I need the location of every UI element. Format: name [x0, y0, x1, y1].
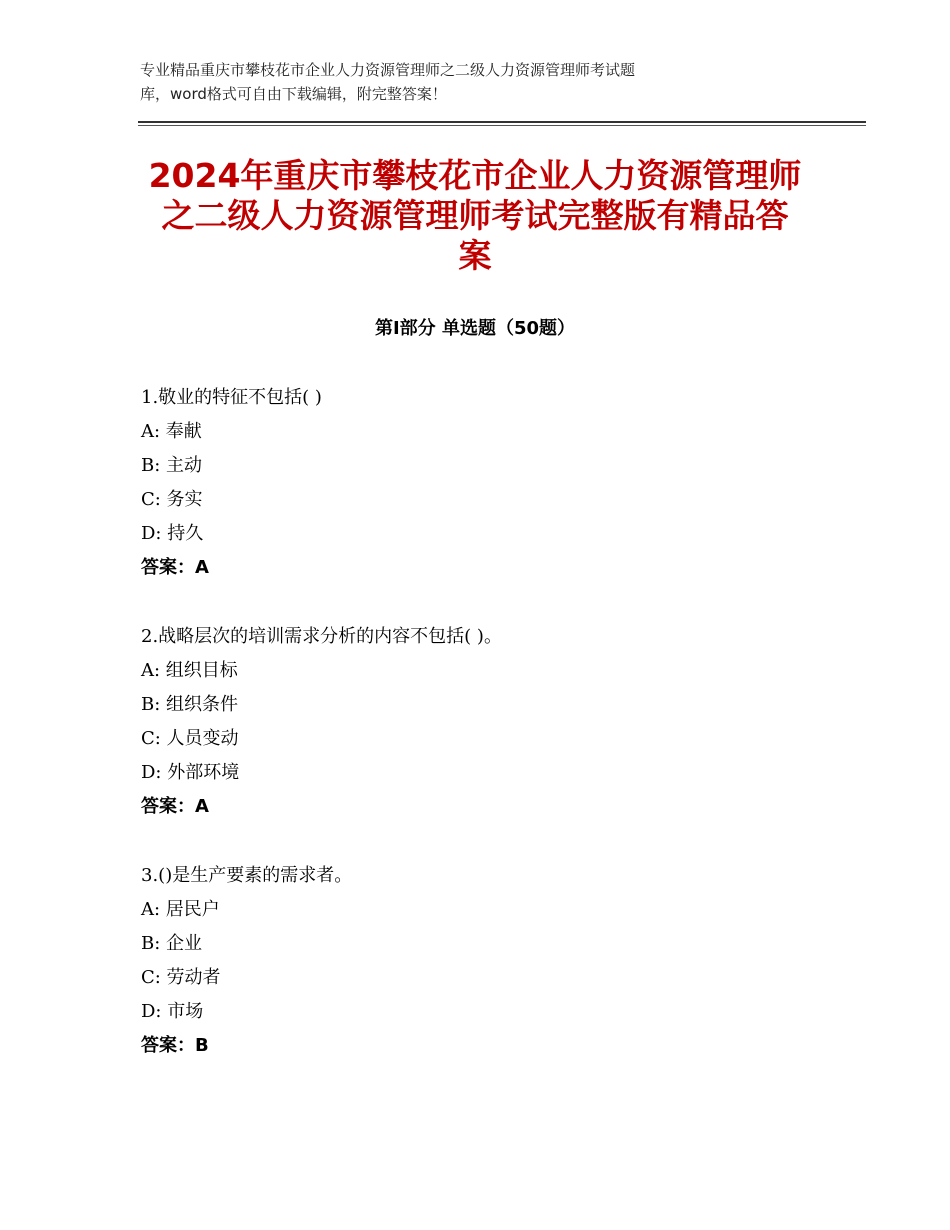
option-c: C: 务实: [141, 489, 203, 510]
title-line-3: 案: [458, 236, 492, 275]
answer: 答案：A: [141, 557, 209, 578]
header-note-line-2: 库，word格式可自由下载编辑，附完整答案！: [140, 85, 447, 103]
question-1: [141, 381, 841, 585]
title-line-1: 2024年重庆市攀枝花市企业人力资源管理师: [148, 156, 802, 195]
question-2: [141, 620, 841, 824]
option-b: B: 企业: [141, 933, 203, 954]
option-d: D: 市场: [141, 1001, 204, 1022]
question-3: [141, 859, 841, 1063]
section-title: 第Ⅰ部分 单选题（50题）: [374, 318, 575, 339]
option-a: A: 居民户: [141, 899, 220, 920]
header-divider-thick: [138, 121, 866, 123]
question-stem: 1.敬业的特征不包括( ): [141, 387, 322, 408]
answer: 答案：A: [141, 796, 209, 817]
header-note-line-1: 专业精品重庆市攀枝花市企业人力资源管理师之二级人力资源管理师考试题: [140, 61, 636, 79]
title-line-2: 之二级人力资源管理师考试完整版有精品答: [161, 196, 789, 235]
document-title: [120, 156, 830, 276]
option-b: B: 组织条件: [141, 694, 239, 715]
question-stem: 3.()是生产要素的需求者。: [141, 865, 353, 886]
question-stem: 2.战略层次的培训需求分析的内容不包括( )。: [141, 626, 502, 647]
header-divider-thin: [138, 125, 866, 126]
option-a: A: 奉献: [141, 421, 202, 442]
option-c: C: 人员变动: [141, 728, 239, 749]
option-d: D: 持久: [141, 523, 204, 544]
option-b: B: 主动: [141, 455, 203, 476]
answer: 答案：B: [141, 1035, 209, 1056]
option-c: C: 劳动者: [141, 967, 221, 988]
option-a: A: 组织目标: [141, 660, 238, 681]
option-d: D: 外部环境: [141, 762, 240, 783]
header-note: [140, 58, 820, 106]
